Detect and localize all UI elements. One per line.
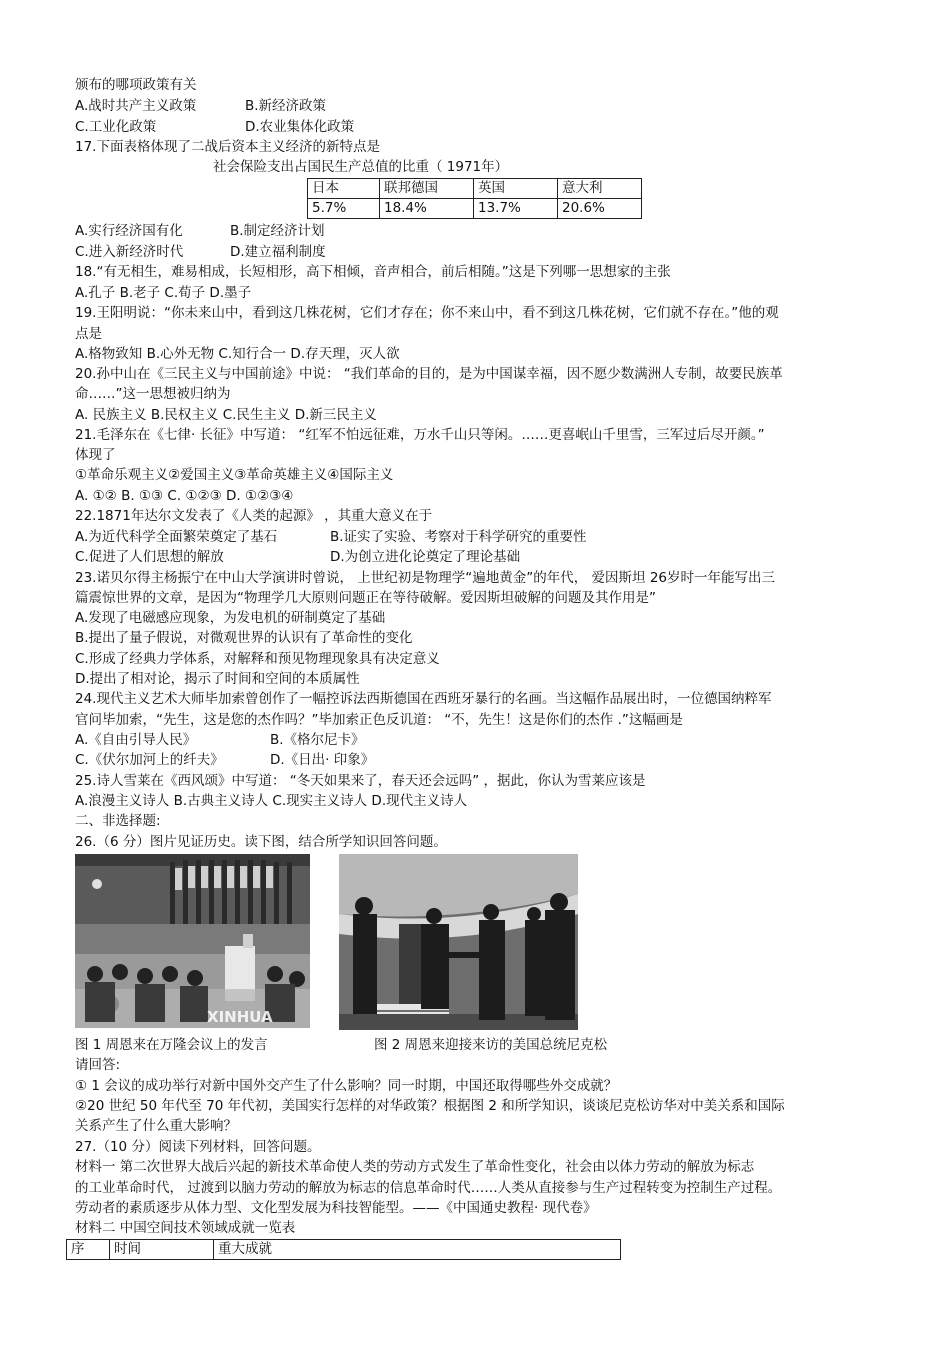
q16-option-c: C.工业化政策 xyxy=(75,119,157,135)
q22-stem: 22.1871年达尔文发表了《人类的起源》 ，其重大意义在于 xyxy=(75,508,433,524)
q26-prompt: 请回答: xyxy=(75,1057,121,1073)
q25-options: A.浪漫主义诗人 B.古典主义诗人 C.现实主义诗人 D.现代主义诗人 xyxy=(75,793,468,809)
q22-option-a: A.为近代科学全面繁荣奠定了基石 xyxy=(75,529,278,545)
q22-option-c: C.促进了人们思想的解放 xyxy=(75,549,224,565)
q16-option-b: B.新经济政策 xyxy=(245,98,327,114)
q24-option-c: C.《伏尔加河上的纤夫》 xyxy=(75,752,224,768)
table-cell: 意大利 xyxy=(558,179,642,199)
q17-option-d: D.建立福利制度 xyxy=(230,244,326,260)
q21-items: ①革命乐观主义②爱国主义③革命英雄主义④国际主义 xyxy=(75,467,394,483)
q21-options: A. ①② B. ①③ C. ①②③ D. ①②③④ xyxy=(75,488,294,504)
q24-option-a: A.《自由引导人民》 xyxy=(75,732,197,748)
bandung-conference-photo xyxy=(75,854,310,1028)
q20-options: A. 民族主义 B.民权主义 C.民生主义 D.新三民主义 xyxy=(75,407,377,423)
q17-stem: 17.下面表格体现了二战后资本主义经济的新特点是 xyxy=(75,139,380,155)
q26-subquestion-2-cont: 关系产生了什么重大影响？ xyxy=(75,1118,237,1134)
q22-option-d: D.为创立进化论奠定了理论基础 xyxy=(330,549,521,565)
q18-stem: 18.“有无相生，难易相成，长短相形，高下相倾，音声相合，前后相随。”这是下列哪一思想家的主张 xyxy=(75,264,671,280)
table-cell: 英国 xyxy=(474,179,558,199)
q27-stem: 27.（10 分）阅读下列材料，回答问题。 xyxy=(75,1139,321,1155)
table-header-row xyxy=(67,1240,621,1260)
q23-stem-cont: 篇震惊世界的文章，是因为“物理学几大原则问题正在等待破解。爱因斯坦破解的问题及其作用是” xyxy=(75,590,656,606)
q26-stem: 26.（6 分）图片见证历史。读下图，结合所学知识回答问题。 xyxy=(75,834,447,850)
q16-option-d: D.农业集体化政策 xyxy=(245,119,355,135)
q17-table-caption: 社会保险支出占国民生产总值的比重（ 1971年） xyxy=(213,159,509,175)
q20-stem: 20.孙中山在《三民主义与中国前途》中说： “我们革命的目的，是为中国谋幸福，因不愿少数满洲人专制，故要民族革 xyxy=(75,366,783,382)
q26-subquestion-1: ① 1 会议的成功举行对新中国外交产生了什么影响？同一时期，中国还取得哪些外交成就？ xyxy=(75,1078,618,1094)
q24-option-b: B.《格尔尼卡》 xyxy=(270,732,365,748)
q27-material-1-cont: 的工业革命时代， 过渡到以脑力劳动的解放为标志的信息革命时代……人类从直接参与生产过程转变为控制生产过程。 xyxy=(75,1180,782,1196)
q21-stem: 21.毛泽东在《七律· 长征》中写道： “红军不怕远征难，万水千山只等闲。……更喜岷山千里雪，三军过后尽开颜。” xyxy=(75,427,765,443)
q18-options: A.孔子 B.老子 C.荀子 D.墨子 xyxy=(75,285,252,301)
figure-1-caption: 图 1 周恩来在万隆会议上的发言 xyxy=(75,1037,268,1053)
table-cell: 13.7% xyxy=(474,199,558,219)
q24-stem: 24.现代主义艺术大师毕加索曾创作了一幅控诉法西斯德国在西班牙暴行的名画。当这幅作品展出时，一位德国纳粹军 xyxy=(75,691,772,707)
q23-option-a: A.发现了电磁感应现象，为发电机的研制奠定了基础 xyxy=(75,610,386,626)
q17-table-header-row xyxy=(308,179,642,199)
nixon-arrival-photo xyxy=(339,854,578,1030)
figure-2-caption: 图 2 周恩来迎接来访的美国总统尼克松 xyxy=(374,1037,608,1053)
table-cell: 5.7% xyxy=(308,199,380,219)
table-cell: 联邦德国 xyxy=(380,179,474,199)
q23-option-b: B.提出了量子假说，对微观世界的认识有了革命性的变化 xyxy=(75,630,413,646)
q26-subquestion-2: ②20 世纪 50 年代至 70 年代初，美国实行怎样的对华政策？根据图 2 和所学知识，谈谈尼克松访华对中美关系和国际 xyxy=(75,1098,785,1114)
q19-stem-cont: 点是 xyxy=(75,326,102,342)
q27-material-1: 材料一 第二次世界大战后兴起的新技术革命使人类的劳动方式发生了革命性变化，社会由以体力劳动的解放为标志 xyxy=(75,1159,755,1175)
q20-stem-cont: 命……”这一思想被归纳为 xyxy=(75,386,231,402)
q23-option-c: C.形成了经典力学体系，对解释和预见物理现象具有决定意义 xyxy=(75,651,440,667)
q17-option-c: C.进入新经济时代 xyxy=(75,244,184,260)
q24-stem-cont: 官问毕加索，“先生，这是您的杰作吗？”毕加索正色反讥道： “不，先生！这是你们的杰作 .”这幅画是 xyxy=(75,712,683,728)
section-heading: 二、非选择题: xyxy=(75,813,161,829)
q17-option-b: B.制定经济计划 xyxy=(230,223,325,239)
q16-text-tail: 颁布的哪项政策有关 xyxy=(75,77,197,93)
q23-stem: 23.诺贝尔得主杨振宁在中山大学演讲时曾说， 上世纪初是物理学“遍地黄金”的年代， 爱因斯坦 26岁时一年能写出三 xyxy=(75,570,776,586)
q19-options: A.格物致知 B.心外无物 C.知行合一 D.存天理，灭人欲 xyxy=(75,346,400,362)
table-header-cell: 重大成就 xyxy=(214,1240,621,1260)
table-header-cell: 序 xyxy=(67,1240,110,1260)
q17-table-value-row xyxy=(308,199,642,219)
q21-stem-cont: 体现了 xyxy=(75,447,116,463)
table-cell: 18.4% xyxy=(380,199,474,219)
table-header-cell: 时间 xyxy=(110,1240,214,1260)
xinhua-watermark: XINHUA xyxy=(207,1008,273,1026)
table-cell: 20.6% xyxy=(558,199,642,219)
q22-option-b: B.证实了实验、考察对于科学研究的重要性 xyxy=(330,529,587,545)
q16-option-a: A.战时共产主义政策 xyxy=(75,98,197,114)
q24-option-d: D.《日出· 印象》 xyxy=(270,752,375,768)
space-achievements-table xyxy=(66,1239,621,1260)
q25-stem: 25.诗人雪莱在《西风颂》中写道： “冬天如果来了，春天还会远吗” ，据此，你认为雪莱应该是 xyxy=(75,773,646,789)
q27-material-2: 材料二 中国空间技术领域成就一览表 xyxy=(75,1220,296,1236)
q23-option-d: D.提出了相对论，揭示了时间和空间的本质属性 xyxy=(75,671,360,687)
q19-stem: 19.王阳明说：“你未来山中，看到这几株花树，它们才存在；你不来山中，看不到这几株花树，它们就不存在。”他的观 xyxy=(75,305,779,321)
q17-option-a: A.实行经济国有化 xyxy=(75,223,183,239)
table-cell: 日本 xyxy=(308,179,380,199)
q17-table xyxy=(307,178,642,219)
q27-material-1-source: 劳动者的素质逐步从体力型、文化型发展为科技智能型。——《中国通史教程· 现代卷》 xyxy=(75,1200,597,1216)
